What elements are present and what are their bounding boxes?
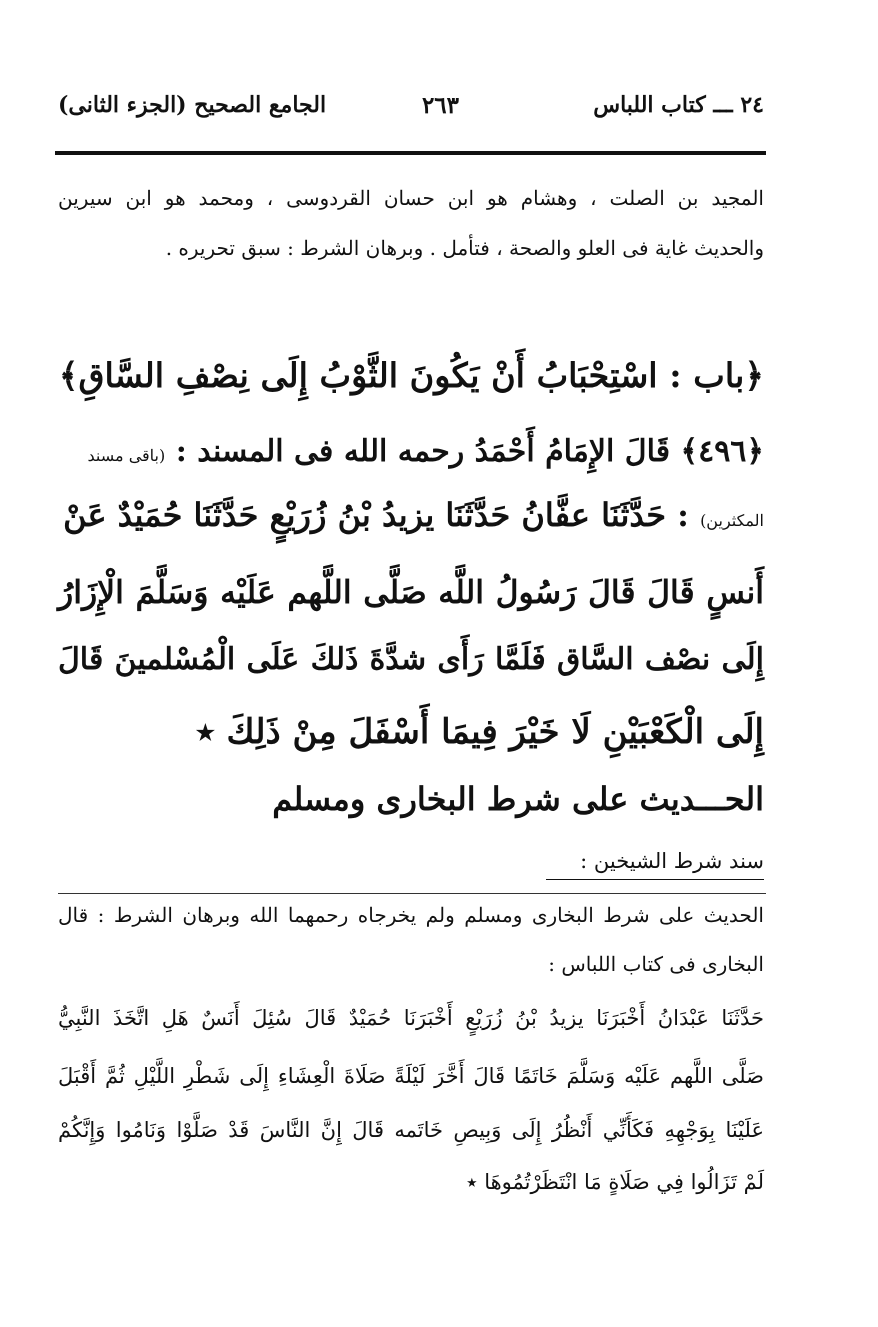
sanad-line-1: الحديث على شرط البخارى ومسلم ولم يخرجاه رحمهما الله وبرهان الشرط : قال: [58, 903, 764, 927]
previous-note-line-2: والحديث غاية فى العلو والصحة ، فتأمل . وبرهان الشرط : سبق تحريره .: [165, 236, 764, 260]
hadith-number: ﴿٤٩٦﴾: [680, 434, 764, 469]
verdict-line: الحـــديث على شرط البخارى ومسلم: [272, 780, 764, 818]
hadith-line-3: إِلَى نصْف السَّاق فَلَمَّا رَأَى شدَّةَ ذَلكَ عَلَى الْمُسْلمينَ قَالَ: [58, 642, 764, 677]
source-note-part-2: المكثرين): [700, 511, 764, 530]
bukhari-line-4: لَمْ تَزَالُوا فِي صَلَاةٍ مَا انْتَظَرْتُمُوهَا ٭: [466, 1170, 764, 1194]
hadith-line-4: إِلَى الْكَعْبَيْنِ لَا خَيْرَ فِيمَا أَسْفَلَ مِنْ ذَلِكَ ٭: [196, 712, 764, 752]
hadith-line-1: [58, 496, 764, 534]
bukhari-line-2: صَلَّى اللَّهم عَلَيْه وَسَلَّمَ خَاتَمًا قَالَ أَخَّرَ لَيْلَةً صَلَاةَ الْعِشَاءِ إِلَى شَطْرِ اللَّيْلِ ثُمَّ أَقْبَلَ: [58, 1064, 764, 1088]
header-book-title: الجامع الصحيح (الجزء الثانى): [58, 92, 327, 118]
bukhari-line-3: عَلَيْنَا بِوَجْهِهِ فَكَأَنِّي أَنْظُرُ إِلَى وَبِيصِ خَاتَمه قَالَ إِنَّ النَّاسَ قَدْ صَلَّوْا وَنَامُوا وَإِنَّكُمْ: [58, 1118, 764, 1142]
running-header: [58, 92, 764, 132]
bukhari-line-1: حَدَّثَنَا عَبْدَانُ أَخْبَرَنَا يزيدُ بْنُ زُرَيْعٍ أَخْبَرَنَا حُمَيْدٌ قَالَ سُئِلَ أَنَسٌ هَلِ اتَّخَذَ النَّبِيُّ: [58, 1006, 764, 1030]
page-number: ٢٦٣: [421, 92, 459, 119]
hadith-intro-line: [58, 434, 764, 469]
source-note-part-1: (باقى مسند: [87, 446, 166, 465]
header-rule: [55, 151, 766, 155]
hadith-intro: قَالَ الإِمَامُ أَحْمَدُ رحمه الله فى المسند :: [175, 434, 671, 469]
sanad-line-2: البخارى فى كتاب اللباس :: [548, 952, 764, 976]
previous-note-line-1: المجيد بن الصلت ، وهشام هو ابن حسان القردوسى ، ومحمد هو ابن سيرين: [58, 186, 764, 210]
header-chapter: ٢٤ ـــ كتاب اللباس: [593, 92, 764, 118]
hadith-line-2: أَنسٍ قَالَ قَالَ رَسُولُ اللَّه صَلَّى اللَّهم عَلَيْه وَسَلَّمَ الْإِزَارُ: [58, 574, 764, 611]
section-rule: [58, 893, 766, 894]
sanad-heading: سند شرط الشيخين :: [546, 849, 764, 880]
chapter-heading: ﴿باب : اسْتِحْبَابُ أَنْ يَكُونَ الثَّوْبُ إِلَى نِصْفِ السَّاقِ﴾: [58, 356, 764, 395]
hadith-line-1-text: : حَدَّثَنَا عفَّانُ حَدَّثَنَا يزيدُ بْنُ زُرَيْعٍ حَدَّثَنَا حُمَيْدٌ عَنْ: [63, 496, 689, 534]
